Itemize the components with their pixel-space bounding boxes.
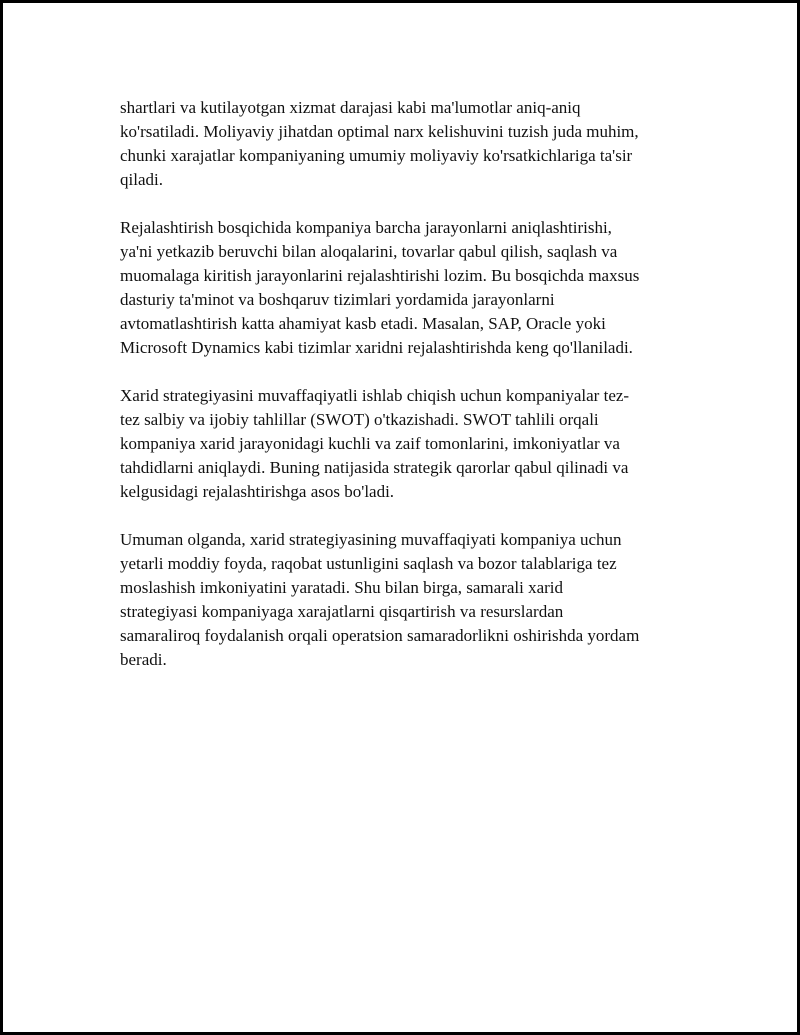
text-line: shartlari va kutilayotgan xizmat darajasi kabi ma'lumotlar aniq-aniq xyxy=(120,98,581,117)
text-line: ko'rsatiladi. Moliyaviy jihatdan optimal narx kelishuvini tuzish juda muhim, xyxy=(120,122,639,141)
text-line: chunki xarajatlar kompaniyaning umumiy moliyaviy ko'rsatkichlariga ta'sir xyxy=(120,146,633,165)
paragraph-1 xyxy=(120,96,700,192)
text-line: beradi. xyxy=(120,650,167,669)
text-line: qiladi. xyxy=(120,170,163,189)
paragraph-4 xyxy=(120,528,700,672)
document-body xyxy=(120,96,700,696)
text-line: Rejalashtirish bosqichida kompaniya barcha jarayonlarni aniqlashtirishi, xyxy=(120,218,612,237)
text-line: yetarli moddiy foyda, raqobat ustunligini saqlash va bozor talablariga tez xyxy=(120,554,617,573)
text-line: strategiyasi kompaniyaga xarajatlarni qisqartirish va resurslardan xyxy=(120,602,564,621)
text-line: kelgusidagi rejalashtirishga asos bo'ladi. xyxy=(120,482,395,501)
text-line: Xarid strategiyasini muvaffaqiyatli ishlab chiqish uchun kompaniyalar tez- xyxy=(120,386,630,405)
text-line: tahdidlarni aniqlaydi. Buning natijasida strategik qarorlar qabul qilinadi va xyxy=(120,458,629,477)
text-line: tez salbiy va ijobiy tahlillar (SWOT) o'tkazishadi. SWOT tahlili orqali xyxy=(120,410,599,429)
text-line: samaraliroq foydalanish orqali operatsion samaradorlikni oshirishda yordam xyxy=(120,626,640,645)
text-line: Umuman olganda, xarid strategiyasining muvaffaqiyati kompaniya uchun xyxy=(120,530,622,549)
paragraph-2 xyxy=(120,216,700,360)
text-line: kompaniya xarid jarayonidagi kuchli va zaif tomonlarini, imkoniyatlar va xyxy=(120,434,620,453)
paragraph-3 xyxy=(120,384,700,504)
text-line: Microsoft Dynamics kabi tizimlar xaridni rejalashtirishda keng qo'llaniladi. xyxy=(120,338,633,357)
text-line: dasturiy ta'minot va boshqaruv tizimlari yordamida jarayonlarni xyxy=(120,290,555,309)
text-line: muomalaga kiritish jarayonlarini rejalashtirishi lozim. Bu bosqichda maxsus xyxy=(120,266,640,285)
text-line: ya'ni yetkazib beruvchi bilan aloqalarini, tovarlar qabul qilish, saqlash va xyxy=(120,242,618,261)
text-line: avtomatlashtirish katta ahamiyat kasb etadi. Masalan, SAP, Oracle yoki xyxy=(120,314,606,333)
text-line: moslashish imkoniyatini yaratadi. Shu bilan birga, samarali xarid xyxy=(120,578,564,597)
